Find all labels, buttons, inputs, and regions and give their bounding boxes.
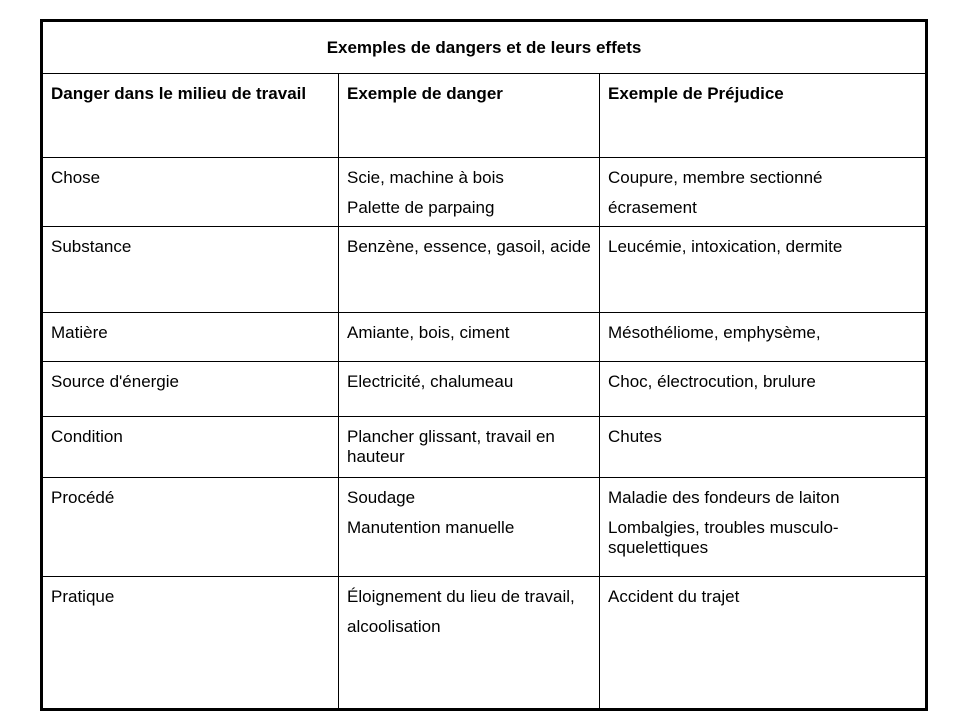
header-row	[42, 74, 927, 158]
header-danger: Danger dans le milieu de travail	[42, 74, 339, 158]
title-row	[42, 21, 927, 74]
cell-danger: Source d'énergie	[42, 362, 339, 417]
table-row	[42, 478, 927, 577]
cell-prejudice	[600, 478, 927, 577]
cell-exemple	[339, 362, 600, 417]
cell-prejudice	[600, 417, 927, 478]
table-row	[42, 417, 927, 478]
table-row	[42, 158, 927, 227]
table-row	[42, 577, 927, 710]
header-prejudice: Exemple de Préjudice	[600, 74, 927, 158]
cell-line: Palette de parpaing	[347, 198, 495, 217]
cell-exemple	[339, 417, 600, 478]
cell-line: Soudage	[347, 488, 416, 507]
table-row	[42, 362, 927, 417]
cell-line: Manutention manuelle	[347, 518, 515, 537]
cell-line: alcoolisation	[347, 617, 441, 636]
cell-exemple	[339, 577, 600, 710]
cell-danger: Procédé	[42, 478, 339, 577]
cell-danger: Matière	[42, 313, 339, 362]
cell-line: écrasement	[608, 198, 697, 217]
cell-exemple	[339, 158, 600, 227]
cell-danger: Pratique	[42, 577, 339, 710]
cell-line: Chutes	[608, 427, 662, 446]
cell-line: Choc, électrocution, brulure	[608, 372, 816, 391]
cell-danger: Condition	[42, 417, 339, 478]
cell-danger: Substance	[42, 227, 339, 313]
cell-line: Mésothéliome, emphysème,	[608, 323, 821, 342]
cell-line: Benzène, essence, gasoil, acide	[347, 237, 591, 256]
cell-prejudice	[600, 227, 927, 313]
cell-line: Maladie des fondeurs de laiton	[608, 488, 840, 507]
cell-line: Lombalgies, troubles musculo-squelettiques	[608, 518, 839, 557]
cell-exemple	[339, 313, 600, 362]
table-row	[42, 313, 927, 362]
cell-prejudice	[600, 362, 927, 417]
table-row	[42, 227, 927, 313]
cell-danger: Chose	[42, 158, 339, 227]
header-exemple: Exemple de danger	[339, 74, 600, 158]
cell-line: Scie, machine à bois	[347, 168, 504, 187]
cell-line: Electricité, chalumeau	[347, 372, 514, 391]
table-title: Exemples de dangers et de leurs effets	[42, 21, 927, 74]
hazards-table	[40, 19, 928, 711]
cell-line: Accident du trajet	[608, 587, 740, 606]
cell-exemple	[339, 478, 600, 577]
cell-line: Leucémie, intoxication, dermite	[608, 237, 843, 256]
cell-prejudice	[600, 158, 927, 227]
cell-line: Éloignement du lieu de travail,	[347, 587, 575, 606]
cell-line: Plancher glissant, travail en hauteur	[347, 427, 555, 466]
cell-line: Coupure, membre sectionné	[608, 168, 823, 187]
cell-exemple	[339, 227, 600, 313]
cell-prejudice	[600, 577, 927, 710]
cell-line: Amiante, bois, ciment	[347, 323, 510, 342]
cell-prejudice	[600, 313, 927, 362]
